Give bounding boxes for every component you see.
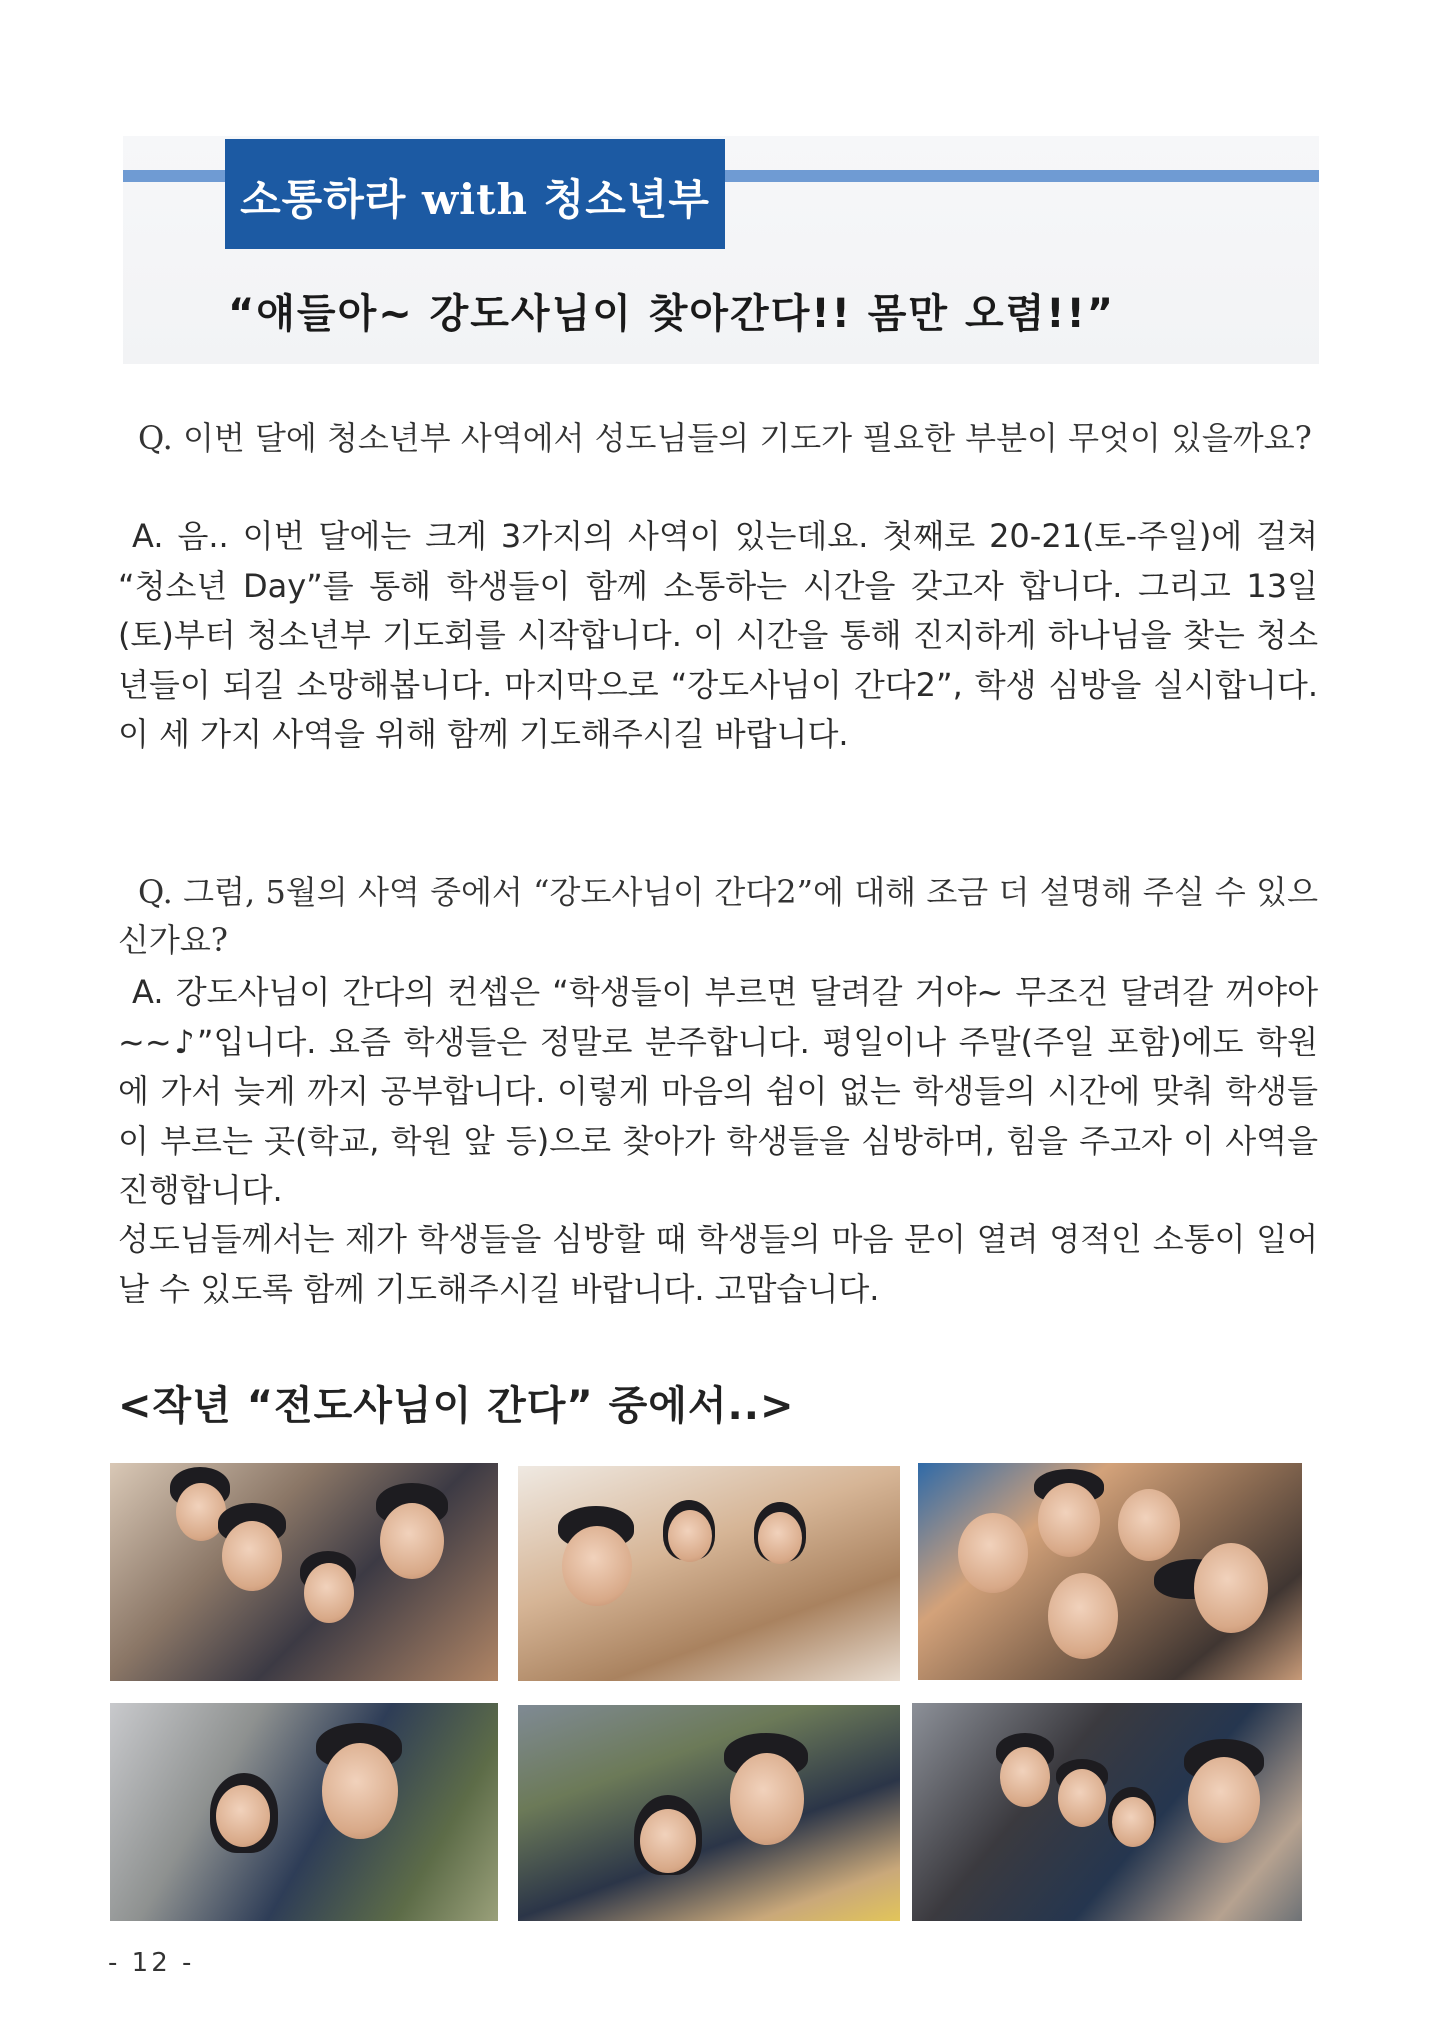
photo-section-title: <작년 “전도사님이 간다” 중에서..> [118, 1383, 795, 1429]
photo-3 [918, 1463, 1302, 1680]
photo-5 [518, 1705, 900, 1921]
section-title: 소통하라 with 청소년부 [225, 139, 725, 249]
photo-1 [110, 1463, 498, 1681]
photo-4 [110, 1703, 498, 1921]
photo-6 [912, 1703, 1302, 1921]
question-1: Q. 이번 달에 청소년부 사역에서 성도님들의 기도가 필요한 부분이 무엇이 있을까요? [138, 419, 1312, 457]
page-number: - 12 - [108, 1948, 195, 1978]
answer-2-closing: 성도님들께서는 제가 학생들을 심방할 때 학생들의 마음 문이 열려 영적인 소통이 일어날 수 있도록 함께 기도해주시길 바랍니다. 고맙습니다. [118, 1220, 1318, 1308]
question-2: Q. 그럼, 5월의 사역 중에서 “강도사님이 간다2”에 대해 조금 더 설명해 주실 수 있으신가요? [118, 873, 1318, 959]
answer-1: A. 음.. 이번 달에는 크게 3가지의 사역이 있는데요. 첫째로 20-21(토-주일)에 걸쳐 “청소년 Day”를 통해 학생들이 함께 소통하는 시간을 갖고자 합니다. 그리고 13일(토)부터 청소년부 기도회를 시작합니다. 이 시간을 통해 진지하게 하나님을 찾는 청소년들이 되길 소망해봅니다. 마지막으로 “강도사님이 간다2”, 학생 심방을 실시합니다. 이 세 가지 사역을 위해 함께 기도해주시길 바랍니다. [118, 517, 1318, 753]
answer-2: A. 강도사님이 간다의 컨셉은 “학생들이 부르면 달려갈 거야~ 무조건 달려갈 꺼야아~~♪”입니다. 요즘 학생들은 정말로 분주합니다. 평일이나 주말(주일 포함)에도 학원에 가서 늦게 까지 공부합니다. 이렇게 마음의 쉼이 없는 학생들의 시간에 맞춰 학생들이 부르는 곳(학교, 학원 앞 등)으로 찾아가 학생들을 심방하며, 힘을 주고자 이 사역을 진행합니다. [118, 973, 1318, 1209]
page-subtitle: “얘들아~ 강도사님이 찾아간다!! 몸만 오렴!!” [228, 291, 1116, 337]
photo-2 [518, 1466, 900, 1681]
